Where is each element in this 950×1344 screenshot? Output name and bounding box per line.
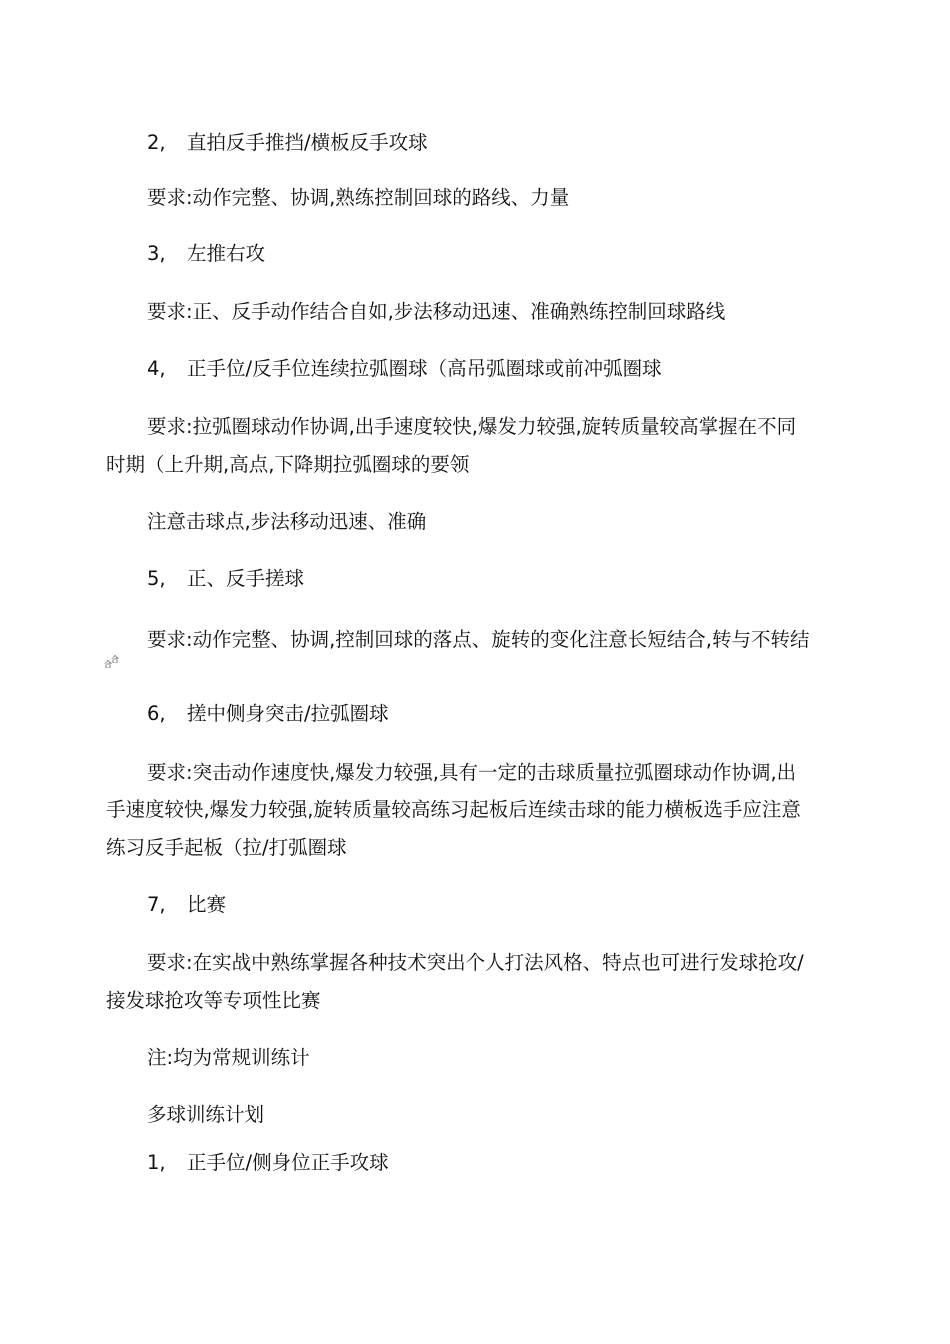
item-7 bbox=[0, 893, 950, 917]
section-title: 多球训练计划 bbox=[147, 1103, 265, 1126]
item-title: 左推右攻 bbox=[187, 242, 266, 265]
item-number: 3, bbox=[147, 242, 166, 265]
item-title: 搓中侧身突击/拉弧圈球 bbox=[187, 702, 389, 725]
requirement-6-line-1: 要求:突击动作速度快,爆发力较强,具有一定的击球质量拉弧圈球动作协调,出 bbox=[147, 761, 797, 784]
requirement-2: 要求:动作完整、协调,熟练控制回球的路线、力量 bbox=[147, 186, 570, 209]
item-5 bbox=[0, 567, 950, 591]
item-4 bbox=[0, 357, 950, 381]
item-number: 7, bbox=[147, 893, 166, 916]
requirement-4-line-3: 注意击球点,步法移动迅速、准确 bbox=[147, 510, 427, 533]
item-number: 4, bbox=[147, 357, 166, 380]
item-number: 6, bbox=[147, 702, 166, 725]
item-number: 2, bbox=[147, 131, 166, 154]
item-title: 直拍反手推挡/横板反手攻球 bbox=[187, 131, 428, 154]
item-title: 正手位/侧身位正手攻球 bbox=[187, 1151, 389, 1174]
item-title: 比赛 bbox=[187, 893, 227, 916]
requirement-4-line-2: 时期（上升期,高点,下降期拉弧圈球的要领 bbox=[106, 453, 470, 476]
requirement-5-fragment-a: 合 bbox=[104, 660, 112, 669]
multi-item-1 bbox=[0, 1151, 950, 1175]
item-title: 正、反手搓球 bbox=[187, 567, 305, 590]
item-number: 5, bbox=[147, 567, 166, 590]
requirement-4-line-1: 要求:拉弧圈球动作协调,出手速度较快,爆发力较强,旋转质量较高掌握在不同 bbox=[147, 415, 797, 438]
requirement-7-line-2: 接发球抢攻等专项性比赛 bbox=[106, 989, 321, 1012]
requirement-5-fragment-b: 合 bbox=[111, 655, 119, 664]
item-2 bbox=[0, 131, 950, 155]
item-number: 1, bbox=[147, 1151, 166, 1174]
item-3 bbox=[0, 242, 950, 266]
requirement-6-line-2: 手速度较快,爆发力较强,旋转质量较高练习起板后连续击球的能力横板选手应注意 bbox=[106, 798, 801, 821]
requirement-3: 要求:正、反手动作结合自如,步法移动迅速、准确熟练控制回球路线 bbox=[147, 300, 726, 323]
note: 注:均为常规训练计 bbox=[147, 1046, 310, 1069]
requirement-6-line-3: 练习反手起板（拉/打弧圈球 bbox=[106, 836, 347, 859]
requirement-7-line-1: 要求:在实战中熟练掌握各种技术突出个人打法风格、特点也可进行发球抢攻/ bbox=[147, 951, 804, 974]
item-title: 正手位/反手位连续拉弧圈球（高吊弧圈球或前冲弧圈球 bbox=[187, 357, 662, 380]
requirement-5-line-1: 要求:动作完整、协调,控制回球的落点、旋转的变化注意长短结合,转与不转结 bbox=[147, 628, 810, 651]
item-6 bbox=[0, 702, 950, 726]
